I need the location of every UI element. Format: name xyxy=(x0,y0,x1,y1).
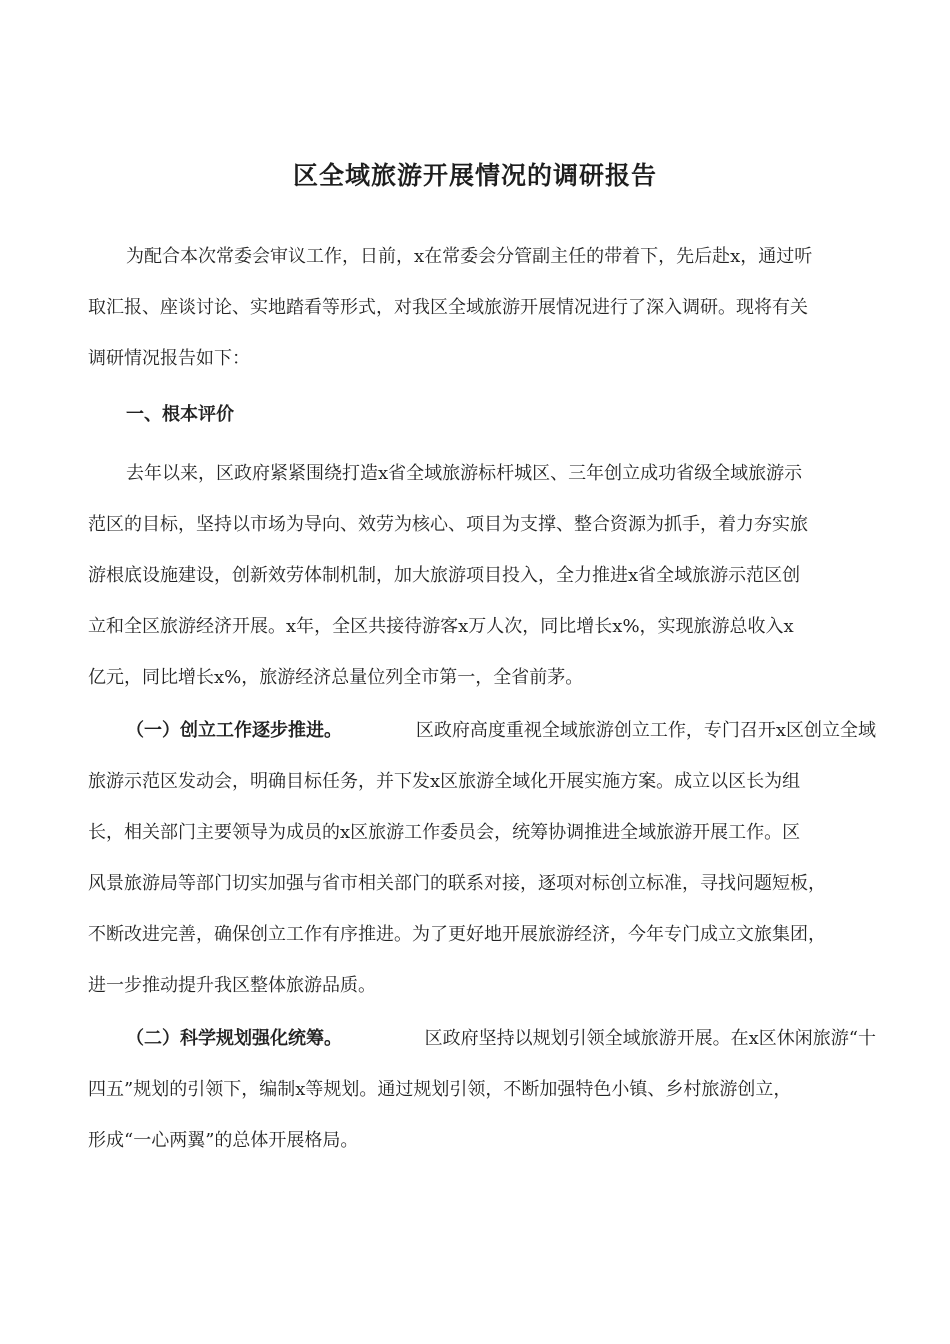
summary-paragraph xyxy=(88,448,876,703)
paragraph-line: 范区的目标，坚持以市场为导向、效劳为核心、项目为支撑、整合资源为抓手，着力夯实旅 xyxy=(88,514,808,535)
item-heading: （二）科学规划强化统筹。 xyxy=(126,1028,342,1049)
paragraph-line: 不断改进完善，确保创立工作有序推进。为了更好地开展旅游经济，今年专门成立文旅集团， xyxy=(88,924,826,945)
paragraph-line: 立和全区旅游经济开展。x年，全区共接待游客x万人次，同比增长x%，实现旅游总收入x xyxy=(88,616,794,637)
paragraph-line: 形成“一心两翼”的总体开展格局。 xyxy=(88,1130,359,1151)
section-heading: 一、根本评价 xyxy=(126,404,234,425)
item1-paragraph xyxy=(88,705,876,1011)
paragraph-line: 旅游示范区发动会，明确目标任务，并下发x区旅游全域化开展实施方案。成立以区长为组 xyxy=(88,771,801,792)
paragraph-line xyxy=(88,705,876,756)
paragraph-line: 为配合本次常委会审议工作，日前，x在常委会分管副主任的带着下，先后赴x，通过听 xyxy=(126,246,813,267)
item2-paragraph xyxy=(88,1013,876,1166)
item-text: 区政府坚持以规划引领全域旅游开展。在x区休闲旅游“十 xyxy=(424,1028,876,1049)
paragraph-line: 进一步推动提升我区整体旅游品质。 xyxy=(88,975,376,996)
paragraph-line: 取汇报、座谈讨论、实地踏看等形式，对我区全域旅游开展情况进行了深入调研。现将有关 xyxy=(88,297,808,318)
intro-paragraph xyxy=(88,231,876,384)
paragraph-line: 去年以来，区政府紧紧围绕打造x省全域旅游标杆城区、三年创立成功省级全域旅游示 xyxy=(126,463,803,484)
page-title: 区全域旅游开展情况的调研报告 xyxy=(292,161,657,190)
paragraph-line: 四五”规划的引领下，编制x等规划。通过规划引领，不断加强特色小镇、乡村旅游创立， xyxy=(88,1079,792,1100)
paragraph-line: 游根底设施建设，创新效劳体制机制，加大旅游项目投入，全力推进x省全域旅游示范区创 xyxy=(88,565,801,586)
paragraph-line: 长，相关部门主要领导为成员的x区旅游工作委员会，统筹协调推进全域旅游开展工作。区 xyxy=(88,822,801,843)
section-heading-block xyxy=(88,389,876,440)
paragraph-line: 调研情况报告如下： xyxy=(88,348,250,369)
item-text: 区政府高度重视全域旅游创立工作，专门召开x区创立全域 xyxy=(415,720,876,741)
paragraph-line: 风景旅游局等部门切实加强与省市相关部门的联系对接，逐项对标创立标准，寻找问题短板， xyxy=(88,873,826,894)
item-heading: （一）创立工作逐步推进。 xyxy=(126,720,342,741)
paragraph-line xyxy=(88,1013,876,1064)
paragraph-line: 亿元，同比增长x%，旅游经济总量位列全市第一，全省前茅。 xyxy=(88,667,584,688)
